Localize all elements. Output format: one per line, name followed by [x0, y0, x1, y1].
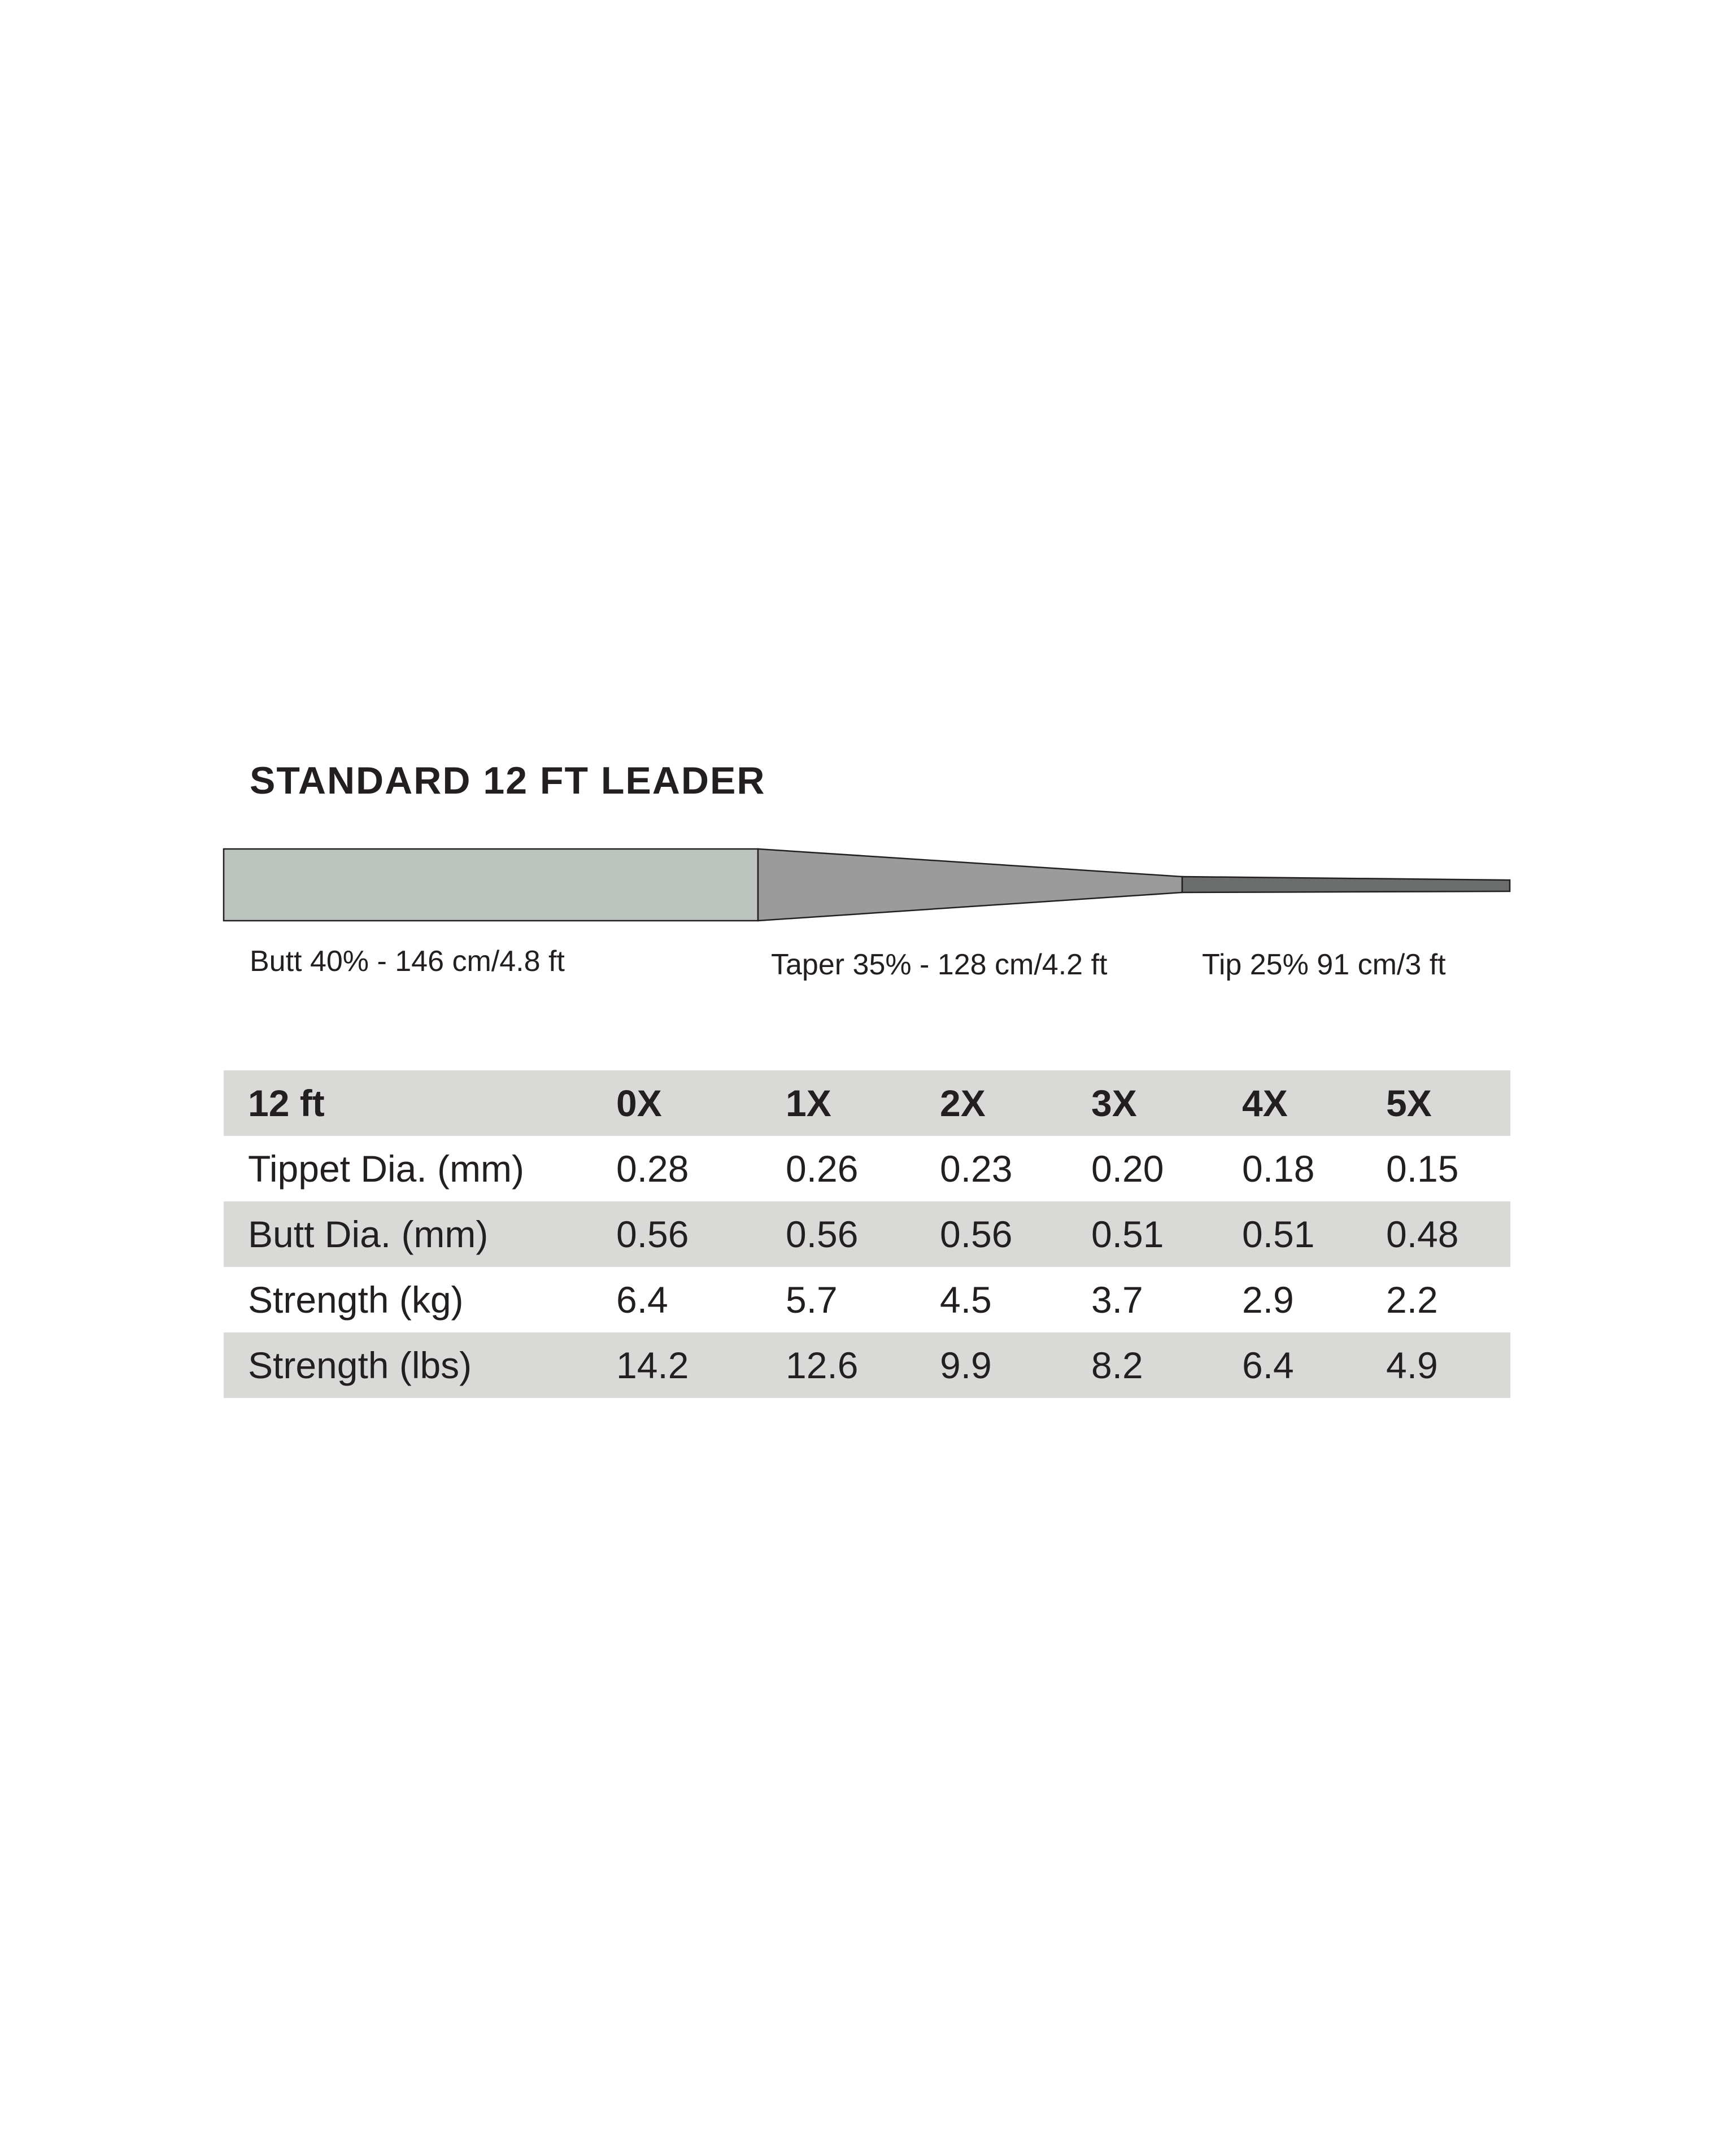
tip-segment-label: Tip 25% 91 cm/3 ft	[1202, 948, 1446, 981]
table-cell: 2.9	[1242, 1279, 1294, 1321]
column-header: 2X	[940, 1082, 986, 1124]
column-header: 0X	[616, 1082, 662, 1124]
table-cell: 8.2	[1091, 1344, 1143, 1386]
table-cell: 0.15	[1386, 1148, 1459, 1190]
table-cell: 3.7	[1091, 1279, 1143, 1321]
leader-taper-segment	[758, 849, 1182, 921]
table-cell: 4.5	[940, 1279, 992, 1321]
table-cell: 0.48	[1386, 1213, 1459, 1255]
row-label: Tippet Dia. (mm)	[248, 1148, 524, 1190]
leader-spec-table	[224, 1070, 1510, 1398]
butt-segment-label: Butt 40% - 146 cm/4.8 ft	[250, 945, 565, 978]
column-header: 3X	[1091, 1082, 1137, 1124]
row-label: Butt Dia. (mm)	[248, 1213, 489, 1255]
table-cell: 9.9	[940, 1344, 992, 1386]
chart-title: STANDARD 12 FT LEADER	[250, 759, 766, 802]
table-cell: 5.7	[786, 1279, 838, 1321]
table-cell: 0.26	[786, 1148, 859, 1190]
table-cell: 0.28	[616, 1148, 689, 1190]
table-row	[224, 1332, 1510, 1398]
row-label: Strength (kg)	[248, 1279, 464, 1321]
table-cell: 0.56	[786, 1213, 859, 1255]
column-header: 5X	[1386, 1082, 1432, 1124]
table-cell: 0.20	[1091, 1148, 1164, 1190]
column-header: 1X	[786, 1082, 831, 1124]
table-cell: 0.51	[1091, 1213, 1164, 1255]
table-header-row	[224, 1070, 1510, 1136]
table-cell: 12.6	[786, 1344, 859, 1386]
table-cell: 0.56	[940, 1213, 1013, 1255]
table-cell: 2.2	[1386, 1279, 1438, 1321]
table-cell: 4.9	[1386, 1344, 1438, 1386]
table-cell: 0.23	[940, 1148, 1013, 1190]
table-cell: 0.18	[1242, 1148, 1315, 1190]
table-cell: 0.51	[1242, 1213, 1315, 1255]
table-cell: 6.4	[1242, 1344, 1294, 1386]
table-cell: 6.4	[616, 1279, 668, 1321]
table-cell: 0.56	[616, 1213, 689, 1255]
leader-tip-segment	[1182, 877, 1510, 892]
table-row	[224, 1136, 1510, 1201]
table-row	[224, 1267, 1510, 1332]
leader-butt-segment	[224, 849, 758, 921]
column-header: 12 ft	[248, 1082, 325, 1124]
row-label: Strength (lbs)	[248, 1344, 472, 1386]
table-cell: 14.2	[616, 1344, 689, 1386]
table-row	[224, 1201, 1510, 1267]
taper-segment-label: Taper 35% - 128 cm/4.2 ft	[771, 948, 1108, 981]
column-header: 4X	[1242, 1082, 1288, 1124]
